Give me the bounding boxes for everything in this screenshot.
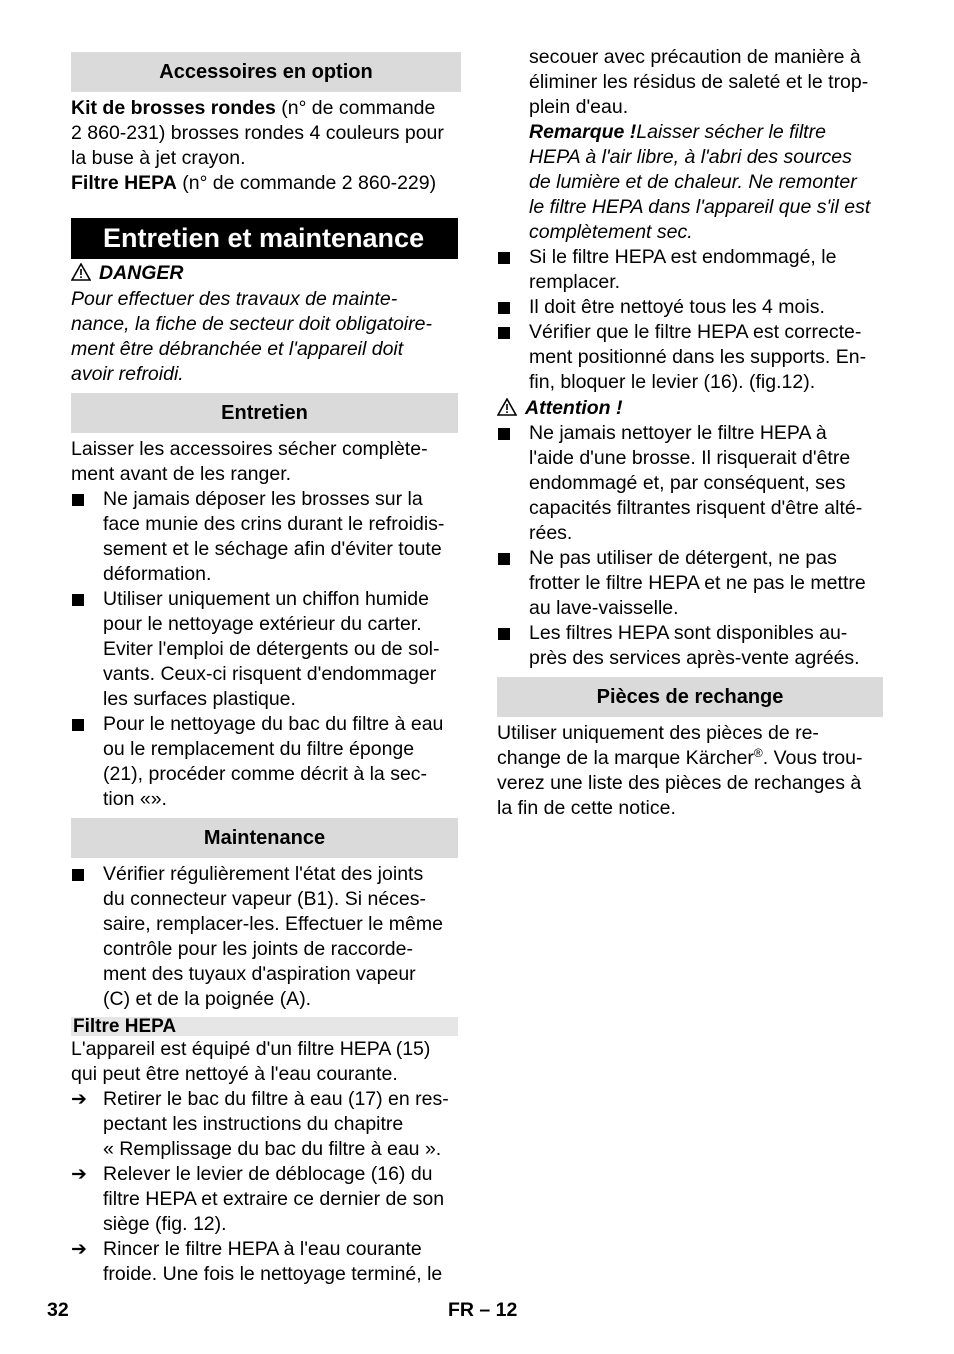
remarque-line-4: le filtre HEPA dans l'appareil que s'il est: [529, 196, 871, 218]
continued-text-3: plein d'eau.: [529, 96, 629, 118]
list-item: Pour le nettoyage du bac du filtre à eau: [103, 713, 444, 735]
kit-line-1: Kit de brosses rondes (n° de commande: [71, 97, 436, 119]
list-item: saire, remplacer-les. Effectuer le même: [103, 913, 443, 935]
list-item: près des services après-vente agréés.: [529, 647, 860, 669]
list-item: Ne jamais déposer les brosses sur la: [103, 488, 423, 510]
continued-text-2: éliminer les résidus de saleté et le trop-: [529, 71, 869, 93]
arrow-right-icon: ➔: [71, 1164, 87, 1185]
pieces-text-2: change de la marque Kärcher®. Vous trou-: [497, 746, 863, 769]
bullet-square-icon: [72, 494, 84, 506]
bullet-square-icon: [498, 327, 510, 339]
arrow-right-icon: ➔: [71, 1239, 87, 1260]
list-item: « Remplissage du bac du filtre à eau ».: [103, 1138, 442, 1160]
pieces-text-3: verez une liste des pièces de rechanges à: [497, 772, 862, 794]
warning-icon: [497, 398, 517, 416]
list-item: pectant les instructions du chapitre: [103, 1113, 404, 1135]
filtre-hepa-text-2: qui peut être nettoyé à l'eau courante.: [71, 1063, 398, 1085]
section-header-maintenance: Maintenance: [71, 818, 458, 858]
list-item: fin, bloquer le levier (16). (fig.12).: [529, 371, 816, 393]
list-item: Ne pas utiliser de détergent, ne pas: [529, 547, 837, 569]
bullet-square-icon: [72, 594, 84, 606]
arrow-right-icon: ➔: [71, 1089, 87, 1110]
danger-text-3: ment être débranchée et l'appareil doit: [71, 338, 404, 360]
pieces-text-1: Utiliser uniquement des pièces de re-: [497, 722, 819, 744]
bullet-square-icon: [498, 553, 510, 565]
list-item: ment positionné dans les supports. En-: [529, 346, 867, 368]
continued-text-1: secouer avec précaution de manière à: [529, 46, 861, 68]
bullet-square-icon: [498, 628, 510, 640]
section-header-accessoires: Accessoires en option: [71, 52, 461, 92]
list-item: Ne jamais nettoyer le filtre HEPA à: [529, 422, 827, 444]
list-item: face munie des crins durant le refroidis-: [103, 513, 445, 535]
list-item: l'aide d'une brosse. Il risquerait d'être: [529, 447, 851, 469]
list-item: rées.: [529, 522, 573, 544]
pieces-text-4: la fin de cette notice.: [497, 797, 676, 819]
list-item: remplacer.: [529, 271, 621, 293]
attention-label: Attention !: [497, 396, 622, 421]
list-item: Vérifier que le filtre HEPA est correcte-: [529, 321, 862, 343]
danger-text-1: Pour effectuer des travaux de mainte-: [71, 288, 398, 310]
list-item: Si le filtre HEPA est endommagé, le: [529, 246, 837, 268]
list-item: du connecteur vapeur (B1). Si néces-: [103, 888, 427, 910]
remarque-line-3: de lumière et de chaleur. Ne remonter: [529, 171, 857, 193]
list-item: frotter le filtre HEPA et ne pas le mettre: [529, 572, 866, 594]
list-item: ou le remplacement du filtre éponge: [103, 738, 415, 760]
list-item: Eviter l'emploi de détergents ou de sol-: [103, 638, 440, 660]
list-item: contrôle pour les joints de raccorde-: [103, 938, 413, 960]
list-item: déformation.: [103, 563, 212, 585]
list-item: Il doit être nettoyé tous les 4 mois.: [529, 296, 825, 318]
entretien-text-1: Laisser les accessoires sécher complète-: [71, 438, 428, 460]
remarque-line-1: Remarque !Laisser sécher le filtre: [529, 121, 826, 143]
danger-text-4: avoir refroidi.: [71, 363, 184, 385]
bullet-square-icon: [498, 428, 510, 440]
entretien-text-2: ment avant de les ranger.: [71, 463, 292, 485]
list-item: Vérifier régulièrement l'état des joints: [103, 863, 424, 885]
list-item: pour le nettoyage extérieur du carter.: [103, 613, 422, 635]
list-item: Rincer le filtre HEPA à l'eau courante: [103, 1238, 422, 1260]
list-item: les surfaces plastique.: [103, 688, 296, 710]
list-item: Les filtres HEPA sont disponibles au-: [529, 622, 848, 644]
list-item: siège (fig. 12).: [103, 1213, 227, 1235]
subsection-header-filtre-hepa: Filtre HEPA: [71, 1017, 458, 1036]
bullet-square-icon: [72, 869, 84, 881]
bullet-square-icon: [72, 719, 84, 731]
list-item: sement et le séchage afin d'éviter toute: [103, 538, 442, 560]
list-item: Relever le levier de déblocage (16) du: [103, 1163, 433, 1185]
list-item: (C) et de la poignée (A).: [103, 988, 312, 1010]
section-header-pieces: Pièces de rechange: [497, 677, 883, 717]
filtre-hepa-text-1: L'appareil est équipé d'un filtre HEPA (15): [71, 1038, 431, 1060]
bullet-square-icon: [498, 252, 510, 264]
chapter-title: Entretien et maintenance: [71, 218, 458, 259]
danger-text-2: nance, la fiche de secteur doit obligatoire-: [71, 313, 432, 335]
kit-line-2: 2 860-231) brosses rondes 4 couleurs pour: [71, 122, 444, 144]
warning-icon: [71, 263, 91, 281]
list-item: Utiliser uniquement un chiffon humide: [103, 588, 429, 610]
list-item: filtre HEPA et extraire ce dernier de son: [103, 1188, 445, 1210]
danger-label: DANGER: [71, 261, 184, 286]
list-item: froide. Une fois le nettoyage terminé, le: [103, 1263, 443, 1285]
list-item: tion «».: [103, 788, 167, 810]
filtre-line: Filtre HEPA (n° de commande 2 860-229): [71, 172, 437, 194]
remarque-line-5: complètement sec.: [529, 221, 693, 243]
list-item: endommagé et, par conséquent, ses: [529, 472, 846, 494]
page-number: 32: [47, 1299, 69, 1321]
kit-line-3: la buse à jet crayon.: [71, 147, 246, 169]
list-item: au lave-vaisselle.: [529, 597, 679, 619]
list-item: ment des tuyaux d'aspiration vapeur: [103, 963, 416, 985]
page-section: FR – 12: [448, 1299, 518, 1321]
list-item: Retirer le bac du filtre à eau (17) en res-: [103, 1088, 449, 1110]
list-item: vants. Ceux-ci risquent d'endommager: [103, 663, 437, 685]
list-item: (21), procéder comme décrit à la sec-: [103, 763, 428, 785]
bullet-square-icon: [498, 302, 510, 314]
section-header-entretien: Entretien: [71, 393, 458, 433]
remarque-line-2: HEPA à l'air libre, à l'abri des sources: [529, 146, 852, 168]
list-item: capacités filtrantes risquent d'être alté-: [529, 497, 863, 519]
